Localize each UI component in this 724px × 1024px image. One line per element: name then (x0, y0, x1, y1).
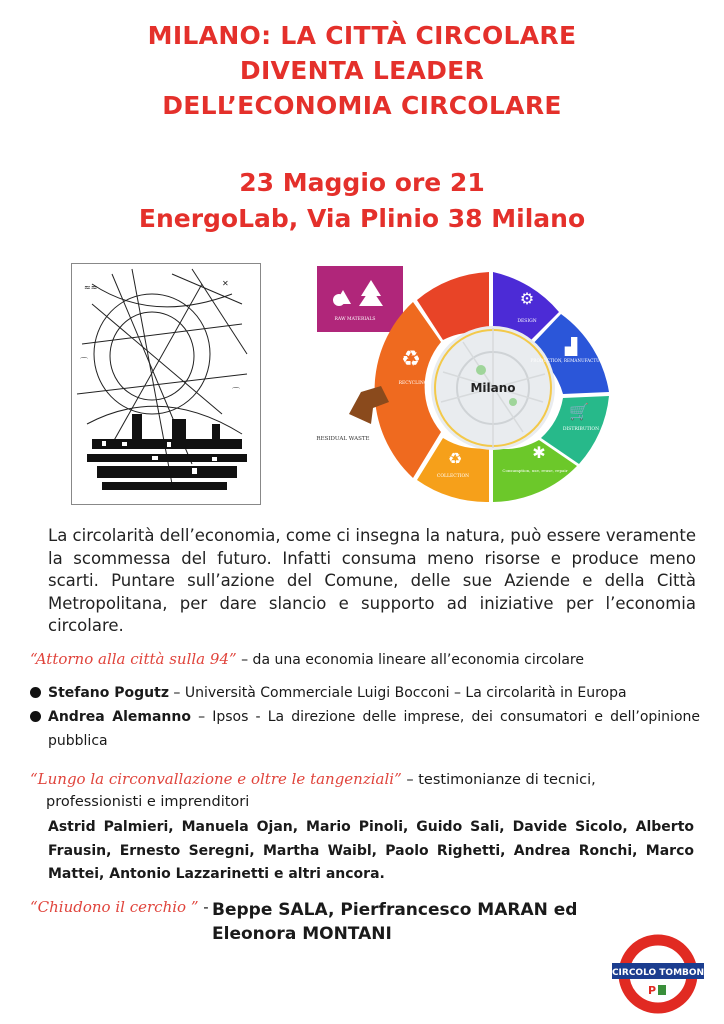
closing-speakers-line-2: Eleonora MONTANI (212, 924, 392, 944)
svg-text:✕: ✕ (222, 279, 229, 288)
section-attorno (30, 650, 584, 668)
city-plan-sketch-icon (72, 264, 260, 504)
section-attorno-quote: “Attorno alla città sulla 94” (30, 650, 237, 668)
closing-speakers-line-1: Beppe SALA, Pierfrancesco MARAN ed (212, 900, 578, 920)
consumption-icon: ✱ (532, 443, 546, 462)
speaker-name: Stefano Pogutz (48, 685, 169, 701)
logo-text: CIRCOLO TOMBON (612, 968, 704, 978)
speaker-sep: – (168, 685, 185, 701)
svg-text:⌒: ⌒ (80, 357, 88, 366)
bullet-icon (30, 687, 41, 698)
svg-text:≈≈: ≈≈ (84, 283, 98, 292)
speaker-list (30, 681, 700, 753)
section-circonvallazione-text: – testimonianze di tecnici, (401, 772, 596, 788)
event-info (0, 165, 724, 237)
closing-speakers (212, 898, 632, 946)
pd-logo-mark: P (647, 984, 657, 997)
speaker-sep: – (190, 709, 213, 725)
segment-label-consumption: Consumption, use, reuse, repair (502, 468, 568, 473)
bin-icon: ♻ (447, 449, 463, 468)
speaker-org: Ipsos - La direzione delle imprese, dei consumatori e dell’opinione pubblica (48, 709, 700, 749)
diagram-center-label: Milano (470, 381, 516, 395)
cart-icon: 🛒 (569, 402, 589, 421)
section-circonvallazione-text-2: professionisti e imprenditori (46, 794, 250, 810)
svg-text:⌒: ⌒ (232, 387, 240, 396)
segment-label-collection: COLLECTION (436, 474, 470, 479)
section-chiudono-quote: “Chiudono il cerchio ” (30, 898, 199, 916)
title-line-1: MILANO: LA CITTÀ CIRCOLARE (147, 21, 577, 50)
speaker-org: Università Commerciale Luigi Bocconi – La circolarità in Europa (184, 685, 627, 701)
city-plan-sketch (71, 263, 261, 505)
circolo-tombon-logo (612, 932, 704, 1016)
section-attorno-text: – da una economia lineare all’economia circolare (236, 652, 584, 668)
speaker-name: Andrea Alemanno (48, 709, 191, 725)
section-chiudono (30, 898, 630, 944)
speaker-item (30, 705, 700, 753)
segment-label-design: DESIGN (517, 319, 537, 324)
raw-materials-segment (317, 266, 403, 332)
recycle-icon: ♻ (401, 347, 421, 372)
speaker-item (30, 681, 700, 705)
pd-logo-leaf-icon (658, 985, 666, 995)
intro-paragraph: La circolarità dell’economia, come ci insegna la natura, può essere veramente la scommessa del futuro. Infatti consuma meno risorse e produce meno scarti. Puntare sull’azione del Comune, delle sue Aziende e della Città Metropolitana, per dare slancio e supporto ad iniziative per l’economia circolare. (48, 526, 696, 635)
design-icon: ⚙ (519, 289, 535, 308)
title-line-2: DIVENTA LEADER (239, 56, 485, 85)
segment-label-raw: RAW MATERIALS (334, 317, 376, 322)
segment-label-recycling: RECYCLING (398, 381, 428, 386)
event-date: 23 Maggio ore 21 (239, 168, 485, 197)
residual-waste-label: RESIDUAL WASTE (316, 436, 370, 442)
event-place: EnergoLab, Via Plinio 38 Milano (138, 204, 586, 233)
section-chiudono-sep: - (198, 898, 209, 916)
circular-economy-diagram (313, 262, 613, 506)
title-line-3: DELL’ECONOMIA CIRCOLARE (162, 91, 562, 120)
segment-label-distribution: DISTRIBUTION (562, 427, 600, 432)
bullet-icon (30, 711, 41, 722)
factory-icon: ▟ (564, 337, 578, 356)
section-circonvallazione-quote: “Lungo la circonvallazione e oltre le tangenziali” (30, 770, 402, 788)
page-title (0, 18, 724, 123)
participants-list: Astrid Palmieri, Manuela Ojan, Mario Pinoli, Guido Sali, Davide Sicolo, Alberto Frausin, Ernesto Seregni, Martha Waibl, Paolo Righetti, Andrea Ronchi, Marco Mattei, Antonio Lazzarinetti e altri ancora. (48, 819, 694, 882)
section-circonvallazione (30, 768, 690, 813)
segment-label-production: PRODUCTION, REMANUFACTURING (530, 358, 612, 363)
